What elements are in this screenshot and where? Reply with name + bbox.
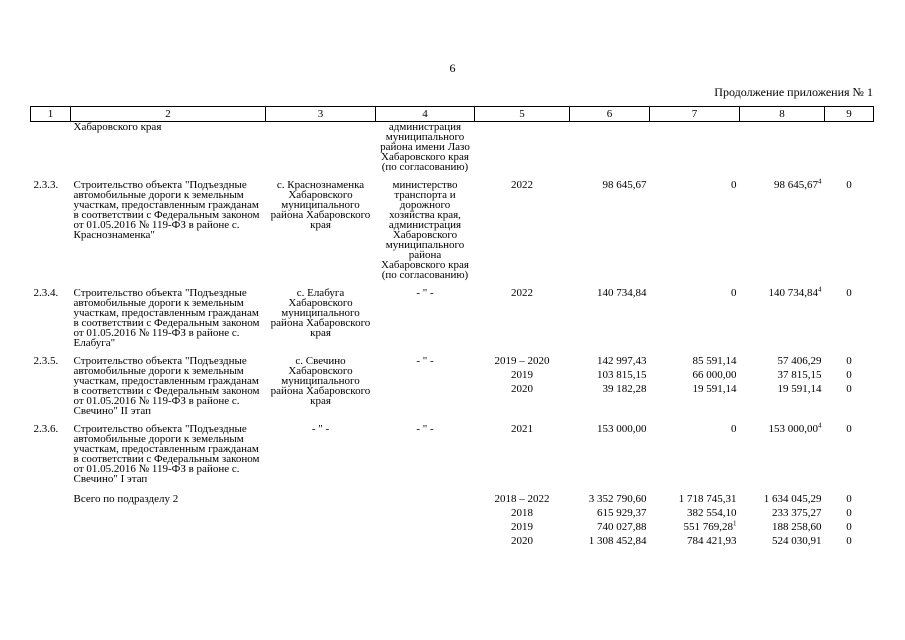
col-number: 1 — [31, 107, 71, 122]
object-name: Строительство объекта "Подъездные автомобильные дороги к земельным участкам, предоставленным гражданам в соответствии с Федеральным законом от 01.05.2016 № 119-ФЗ в районе с. Краснознаменка" — [73, 179, 260, 241]
year: 2019 — [511, 369, 533, 381]
col-number: 2 — [71, 107, 266, 122]
year: 2018 – 2022 — [494, 493, 550, 505]
federal-amount: 0 — [731, 423, 737, 435]
row-number: 2.3.3. — [33, 179, 59, 191]
object-location: с. Свечино Хабаровского муниципального района Хабаровского края — [270, 355, 371, 407]
footnote-mark: 1 — [733, 519, 737, 528]
continued-row — [31, 122, 874, 173]
year: 2019 – 2020 — [494, 355, 550, 367]
page-number: 6 — [449, 61, 456, 75]
continuation-caption: Продолжение приложения № 1 — [714, 85, 873, 99]
total-amount: 98 645,67 — [602, 179, 647, 191]
federal-amount: 0 — [731, 179, 737, 191]
year: 2020 — [511, 535, 533, 547]
col-number: 5 — [475, 107, 570, 122]
executor: министерство транспорта и дорожного хозяйства края, администрация Хабаровского муниципального района Хабаровского края (по согласованию) — [381, 179, 469, 281]
total-amount: 1 308 452,84 — [588, 535, 647, 547]
object-location: с. Елабуга Хабаровского муниципального района Хабаровского края — [270, 287, 371, 339]
year: 2022 — [511, 179, 533, 191]
col-number: 8 — [740, 107, 825, 122]
other-amount: 0 — [846, 355, 852, 367]
total-amount: 3 352 790,60 — [588, 493, 647, 505]
col-number: 3 — [266, 107, 376, 122]
table-row — [31, 356, 874, 416]
program-table — [30, 106, 874, 548]
row-number: 2.3.6. — [33, 423, 59, 435]
object-name: Строительство объекта "Подъездные автомобильные дороги к земельным участкам, предоставленным гражданам в соответствии с Федеральным законом от 01.05.2016 № 119-ФЗ в районе с. Елабуга" — [73, 287, 260, 349]
total-amount: 103 815,15 — [597, 369, 647, 381]
federal-amount: 784 421,93 — [687, 535, 737, 547]
footnote-mark: 4 — [818, 421, 822, 430]
executor: - " - — [416, 423, 434, 435]
total-amount: 140 734,84 — [597, 287, 647, 299]
total-amount: 153 000,00 — [597, 423, 647, 435]
other-amount: 0 — [846, 287, 852, 299]
federal-amount: 382 554,10 — [687, 507, 737, 519]
total-amount: 39 182,28 — [602, 383, 647, 395]
year: 2019 — [511, 521, 533, 533]
object-name: Строительство объекта "Подъездные автомобильные дороги к земельным участкам, предоставленным гражданам в соответствии с Федеральным законом от 01.05.2016 № 119-ФЗ в районе с. Свечино" I этап — [73, 423, 260, 485]
column-number-header — [31, 107, 874, 122]
regional-amount: 140 734,84$^4$ — [768, 285, 822, 299]
other-amount: 0 — [846, 535, 852, 547]
other-amount: 0 — [846, 521, 852, 533]
row-number: 2.3.5. — [33, 355, 59, 367]
federal-amount: 551 769,28$^1$ — [683, 519, 737, 533]
total-label: Всего по подразделу 2 — [73, 493, 179, 505]
regional-amount: 524 030,91 — [772, 535, 822, 547]
federal-amount: 19 591,14 — [692, 383, 737, 395]
year: 2022 — [511, 287, 533, 299]
year: 2020 — [511, 383, 533, 395]
executor: - " - — [416, 287, 434, 299]
executor: - " - — [416, 355, 434, 367]
col-number: 9 — [825, 107, 874, 122]
other-amount: 0 — [846, 369, 852, 381]
footnote-mark: 4 — [818, 177, 822, 186]
col-number: 6 — [570, 107, 650, 122]
total-amount: 740 027,88 — [597, 521, 647, 533]
regional-amount: 57 406,29 — [777, 355, 822, 367]
regional-amount: 1 634 045,29 — [763, 493, 822, 505]
regional-amount: 98 645,67$^4$ — [774, 177, 822, 191]
object-location: - " - — [311, 423, 330, 435]
col-number: 4 — [376, 107, 475, 122]
federal-amount: 85 591,14 — [692, 355, 737, 367]
total-amount: 615 929,37 — [597, 507, 647, 519]
regional-amount: 19 591,14 — [777, 383, 822, 395]
year: 2018 — [511, 507, 533, 519]
year: 2021 — [511, 423, 533, 435]
regional-amount: 233 375,27 — [772, 507, 822, 519]
other-amount: 0 — [846, 383, 852, 395]
federal-amount: 0 — [731, 287, 737, 299]
table-row — [31, 424, 874, 484]
total-amount: 142 997,43 — [597, 355, 647, 367]
other-amount: 0 — [846, 493, 852, 505]
continued-name: Хабаровского края — [73, 121, 162, 133]
object-location: с. Краснознаменка Хабаровского муниципального района Хабаровского края — [270, 179, 371, 231]
regional-amount: 153 000,00$^4$ — [768, 421, 822, 435]
table-row — [31, 180, 874, 280]
total-row — [31, 492, 874, 548]
continued-executor: администрация муниципального района имени Лазо Хабаровского края (по согласованию) — [380, 121, 470, 173]
regional-amount: 37 815,15 — [777, 369, 822, 381]
other-amount: 0 — [846, 423, 852, 435]
other-amount: 0 — [846, 179, 852, 191]
other-amount: 0 — [846, 507, 852, 519]
footnote-mark: 4 — [818, 285, 822, 294]
object-name: Строительство объекта "Подъездные автомобильные дороги к земельным участкам, предоставленным гражданам в соответствии с Федеральным законом от 01.05.2016 № 119-ФЗ в районе с. Свечино" II этап — [73, 355, 260, 417]
federal-amount: 66 000,00 — [692, 369, 737, 381]
row-number: 2.3.4. — [33, 287, 59, 299]
table-row — [31, 288, 874, 348]
federal-amount: 1 718 745,31 — [678, 493, 737, 505]
regional-amount: 188 258,60 — [772, 521, 822, 533]
col-number: 7 — [650, 107, 740, 122]
